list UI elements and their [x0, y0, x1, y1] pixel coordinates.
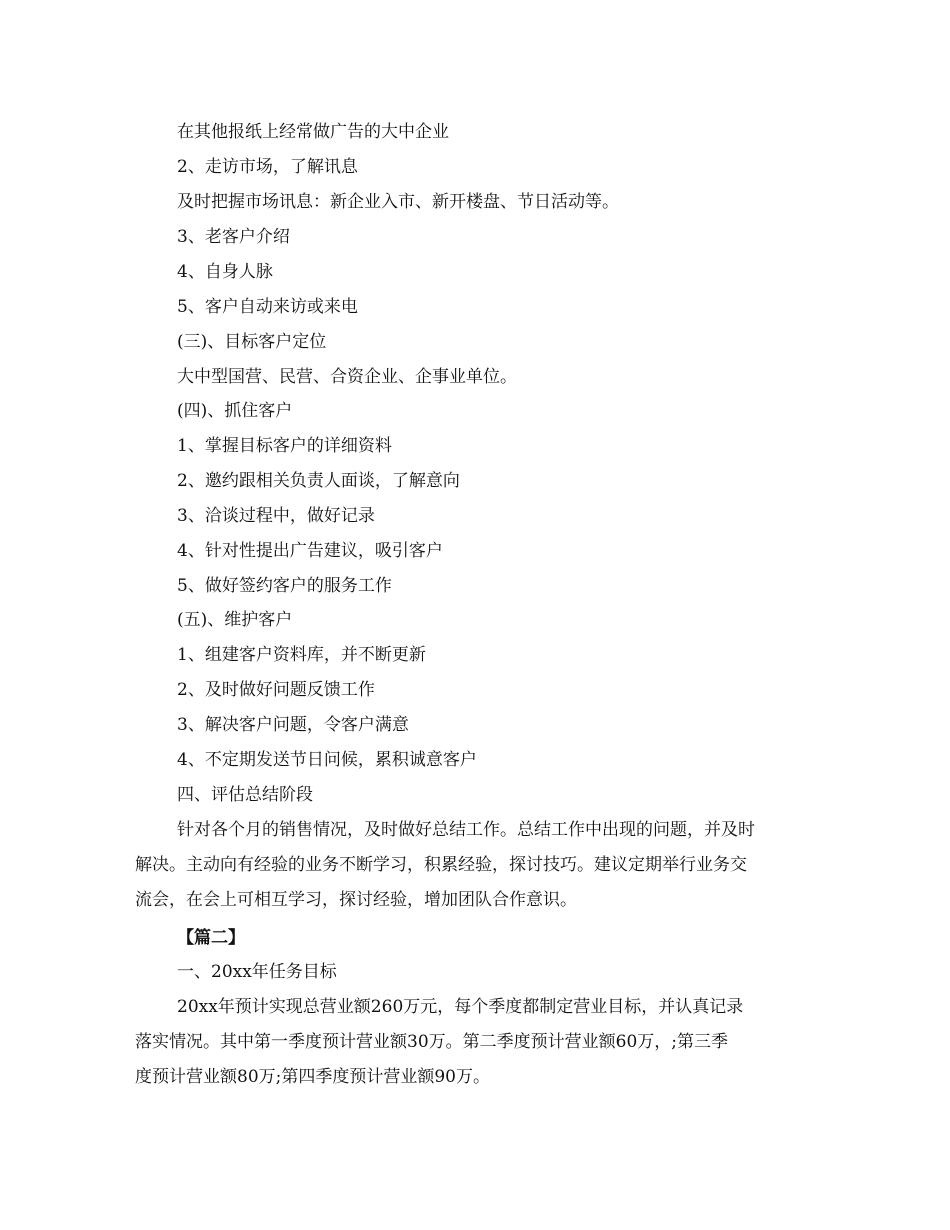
list-item: 2、走访市场，了解讯息: [177, 157, 358, 177]
section-heading: (四)、抓住客户: [177, 401, 293, 421]
paragraph-line: 针对各个月的销售情况，及时做好总结工作。总结工作中出现的问题，并及时: [177, 820, 755, 840]
section-label: 【篇二】: [177, 928, 245, 948]
goal-paragraph: [135, 990, 815, 1095]
paragraph-line: 度预计营业额80万;第四季度预计营业额90万。: [135, 1067, 490, 1087]
summary-paragraph: [135, 813, 815, 918]
text-line: 在其他报纸上经常做广告的大中企业: [177, 122, 449, 142]
list-item: 3、老客户介绍: [177, 227, 290, 247]
paragraph-line: 20xx年预计实现总营业额260万元，每个季度都制定营业目标，并认真记录: [177, 997, 744, 1017]
paragraph-line: 流会，在会上可相互学习，探讨经验，增加团队合作意识。: [135, 890, 577, 910]
list-item: 1、掌握目标客户的详细资料: [177, 436, 392, 456]
list-item: 2、及时做好问题反馈工作: [177, 680, 375, 700]
list-item: 2、邀约跟相关负责人面谈，了解意向: [177, 471, 460, 491]
text-line: 及时把握市场讯息：新企业入市、新开楼盘、节日活动等。: [177, 192, 619, 212]
list-item: 3、解决客户问题，令客户满意: [177, 715, 409, 735]
list-item: 3、洽谈过程中，做好记录: [177, 506, 375, 526]
paragraph-line: 落实情况。其中第一季度预计营业额30万。第二季度预计营业额60万，;第三季: [135, 1032, 728, 1052]
list-item: 4、针对性提出广告建议，吸引客户: [177, 541, 443, 561]
section-heading: (三)、目标客户定位: [177, 332, 327, 352]
list-item: 5、做好签约客户的服务工作: [177, 576, 392, 596]
list-item: 5、客户自动来访或来电: [177, 297, 358, 317]
section-heading: 四、评估总结阶段: [177, 785, 313, 805]
list-item: 4、不定期发送节日问候，累积诚意客户: [177, 750, 477, 770]
paragraph-line: 解决。主动向有经验的业务不断学习，积累经验，探讨技巧。建议定期举行业务交: [135, 855, 747, 875]
text-line: 大中型国营、民营、合资企业、企事业单位。: [177, 367, 517, 387]
list-item: 4、自身人脉: [177, 262, 273, 282]
goal-heading: 一、20xx年任务目标: [177, 962, 337, 982]
list-item: 1、组建客户资料库，并不断更新: [177, 645, 426, 665]
section-heading: (五)、维护客户: [177, 610, 293, 630]
